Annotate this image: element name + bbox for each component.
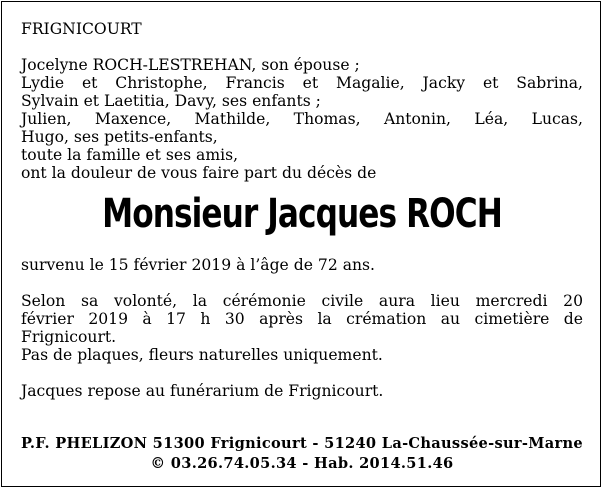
ceremony-line: février 2019 à 17 h 30 après la crémation au cimetière de xyxy=(21,310,583,328)
ceremony-line: Selon sa volonté, la cérémonie civile aura lieu mercredi 20 xyxy=(21,292,583,310)
funeral-home-footer xyxy=(21,434,583,474)
notice-town: FRIGNICOURT xyxy=(21,20,142,38)
funeral-home-address: P.F. PHELIZON 51300 Frignicourt - 51240 La-Chaussée-sur-Marne xyxy=(21,435,583,452)
funeral-home-phone: © 03.26.74.05.34 - Hab. 2014.51.46 xyxy=(150,455,454,472)
family-line: Jocelyne ROCH-LESTREHAN, son épouse ; xyxy=(21,56,360,74)
rest-line: Jacques repose au funérarium de Frignicourt. xyxy=(21,382,384,400)
family-line: Lydie et Christophe, Francis et Magalie, Jacky et Sabrina, xyxy=(21,74,583,92)
flowers-line: Pas de plaques, fleurs naturelles uniquement. xyxy=(21,346,383,364)
death-line: survenu le 15 février 2019 à l’âge de 72 ans. xyxy=(21,256,376,274)
family-line: ont la douleur de vous faire part du décès de xyxy=(21,164,377,182)
obituary-notice xyxy=(21,20,583,472)
family-line: toute la famille et ses amis, xyxy=(21,146,239,164)
ceremony-line: Frignicourt. xyxy=(21,328,117,346)
family-line: Sylvain et Laetitia, Davy, ses enfants ; xyxy=(21,92,321,110)
spacer xyxy=(21,364,583,382)
family-line: Hugo, ses petits-enfants, xyxy=(21,128,218,146)
spacer xyxy=(21,274,583,292)
spacer xyxy=(21,38,583,56)
family-line: Julien, Maxence, Mathilde, Thomas, Antonin, Léa, Lucas, xyxy=(21,110,583,128)
deceased-name: Monsieur Jacques ROCH xyxy=(102,191,502,237)
